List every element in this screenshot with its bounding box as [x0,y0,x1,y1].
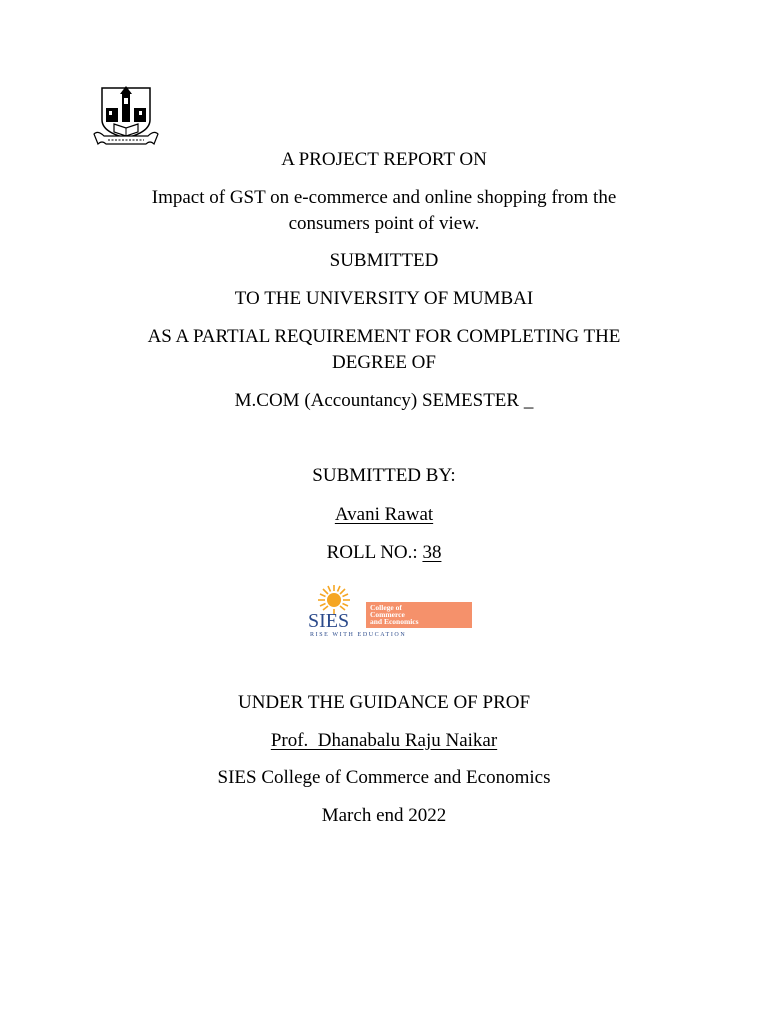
student-name [0,502,768,528]
report-heading: A PROJECT REPORT ON [281,149,487,170]
degree-text: M.COM (Accountancy) SEMESTER _ [234,390,534,411]
sies-brand-text: SIES [308,610,350,632]
university-crest-icon [92,86,160,148]
box-text-line-3: and Economics [370,617,419,626]
college-name: SIES College of Commerce and Economics [217,767,551,788]
sies-tagline: RISE WITH EDUCATION [310,632,407,638]
submitted-text: SUBMITTED [329,250,439,271]
roll-number: 38 [422,542,442,563]
roll-number-line [0,540,768,566]
topic-line-1: Impact of GST on e-commerce and online shopping from the [151,187,617,208]
guide-name-line [0,728,768,754]
guide-name: Prof. Dhanabalu Raju Naikar [270,730,498,751]
box-text-line-2: Commerce [370,610,405,619]
roll-label: ROLL NO.: [326,542,423,563]
box-text-line-1: College of [370,603,402,612]
guidance-label: UNDER THE GUIDANCE OF PROF [237,692,531,713]
submission-date: March end 2022 [321,805,447,826]
university-text: TO THE UNIVERSITY OF MUMBAI [234,288,534,309]
requirement-line-1: AS A PARTIAL REQUIREMENT FOR COMPLETING THE [147,326,621,347]
submitted-by-label: SUBMITTED BY: [312,465,456,486]
requirement-line-2: DEGREE OF [332,352,436,373]
student-name-text: Avani Rawat [334,504,434,525]
topic-line-2: consumers point of view. [288,213,480,234]
sies-logo-icon [306,584,476,638]
